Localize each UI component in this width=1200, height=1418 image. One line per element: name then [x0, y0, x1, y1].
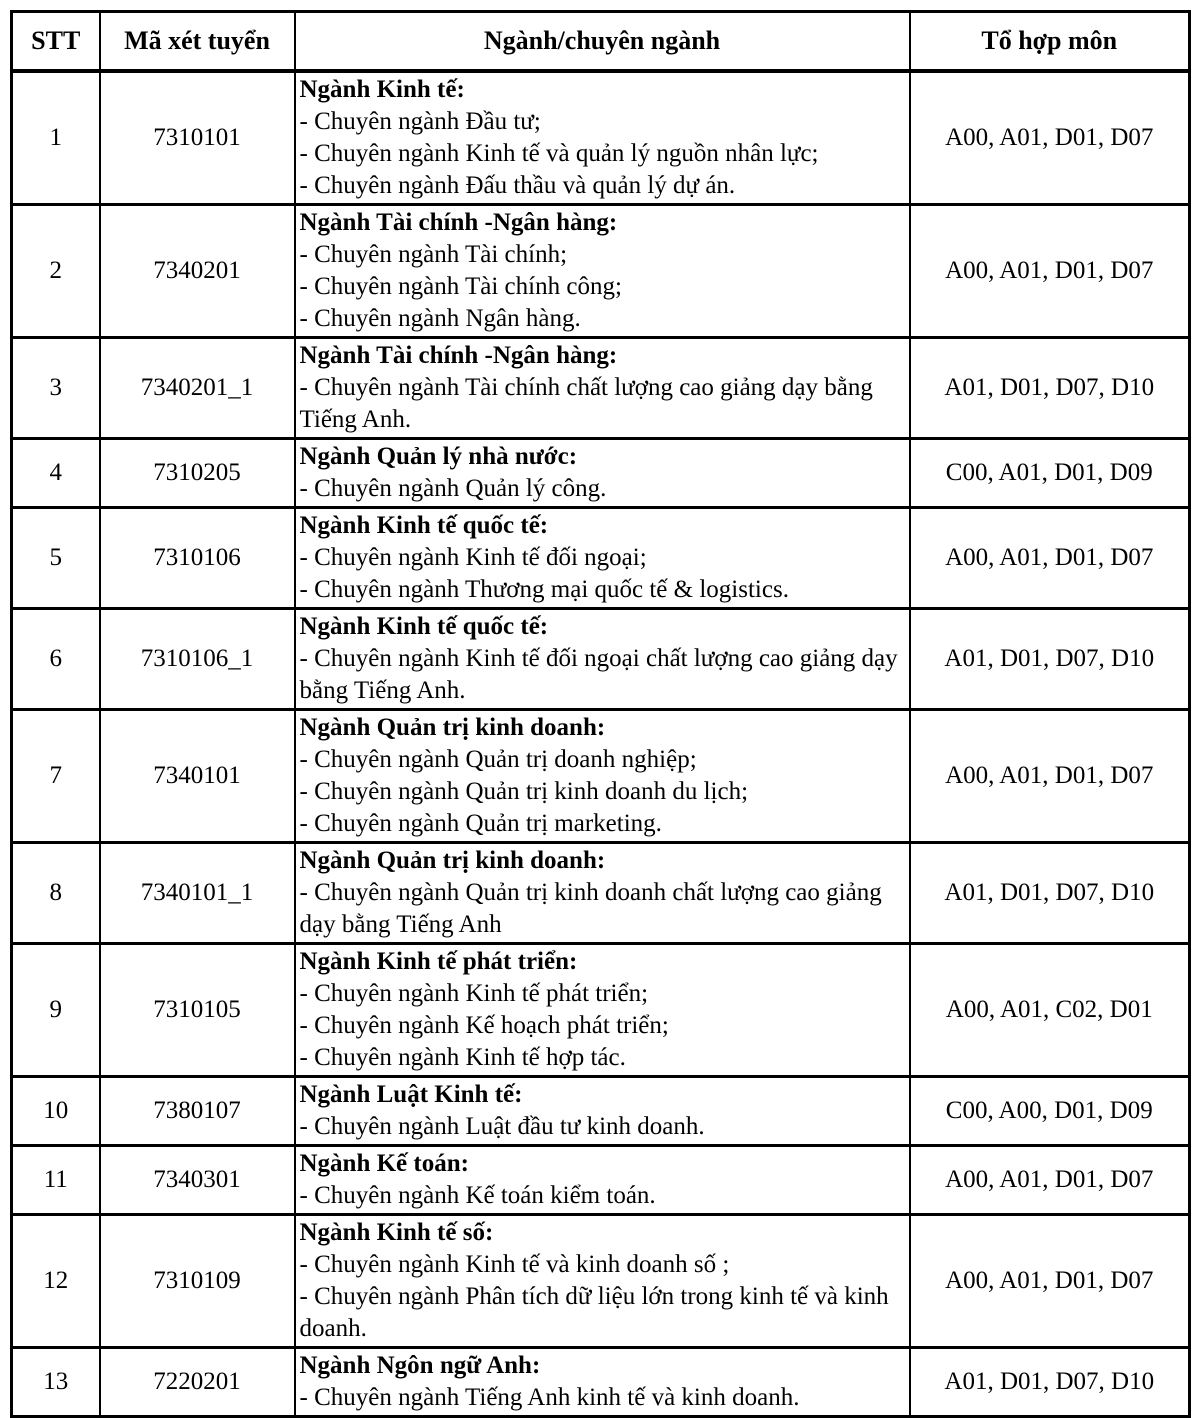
specialization-line: - Chuyên ngành Tài chính công;	[299, 273, 622, 300]
header-subjects: Tổ hợp môn	[910, 12, 1190, 72]
specialization-line: - Chuyên ngành Quản trị kinh doanh chất lượng cao giảng dạy bằng Tiếng Anh	[299, 879, 882, 938]
major-title: Ngành Kinh tế số:	[299, 1219, 494, 1246]
specialization-line: - Chuyên ngành Quản trị doanh nghiệp;	[299, 746, 697, 773]
row-subjects: A00, A01, D01, D07	[910, 710, 1190, 843]
row-code: 7310105	[100, 944, 295, 1077]
row-code: 7220201	[100, 1348, 295, 1417]
row-subjects: A00, A01, D01, D07	[910, 1215, 1190, 1348]
row-code: 7310106_1	[100, 609, 295, 710]
row-stt: 4	[12, 439, 100, 508]
row-major	[295, 609, 910, 710]
row-stt: 2	[12, 205, 100, 338]
row-subjects: A01, D01, D07, D10	[910, 338, 1190, 439]
specialization-line: - Chuyên ngành Kinh tế hợp tác.	[299, 1044, 626, 1071]
table-row	[12, 710, 1190, 843]
row-stt: 11	[12, 1146, 100, 1215]
specialization-line: - Chuyên ngành Luật đầu tư kinh doanh.	[299, 1113, 705, 1140]
row-subjects: A00, A01, D01, D07	[910, 205, 1190, 338]
row-major	[295, 71, 910, 205]
table-row	[12, 205, 1190, 338]
row-subjects: A01, D01, D07, D10	[910, 843, 1190, 944]
header-stt: STT	[12, 12, 100, 72]
specialization-line: - Chuyên ngành Phân tích dữ liệu lớn trong kinh tế và kinh doanh.	[299, 1283, 889, 1342]
row-major	[295, 1077, 910, 1146]
row-major	[295, 944, 910, 1077]
row-stt: 9	[12, 944, 100, 1077]
specialization-line: - Chuyên ngành Ngân hàng.	[299, 305, 581, 332]
table-row	[12, 1077, 1190, 1146]
row-major	[295, 1215, 910, 1348]
table-row	[12, 1215, 1190, 1348]
specialization-line: - Chuyên ngành Kế hoạch phát triển;	[299, 1012, 669, 1039]
header-row	[12, 12, 1190, 72]
specialization-line: - Chuyên ngành Kinh tế đối ngoại;	[299, 544, 647, 571]
row-subjects: A00, A01, D01, D07	[910, 1146, 1190, 1215]
row-code: 7340101	[100, 710, 295, 843]
row-major	[295, 843, 910, 944]
row-stt: 12	[12, 1215, 100, 1348]
row-major	[295, 338, 910, 439]
major-title: Ngành Kinh tế quốc tế:	[299, 512, 549, 539]
major-title: Ngành Kế toán:	[299, 1150, 469, 1177]
major-title: Ngành Ngôn ngữ Anh:	[299, 1352, 541, 1379]
table-row	[12, 338, 1190, 439]
major-title: Ngành Kinh tế quốc tế:	[299, 613, 549, 640]
major-title: Ngành Quản trị kinh doanh:	[299, 847, 606, 874]
specialization-line: - Chuyên ngành Tài chính chất lượng cao giảng dạy bằng Tiếng Anh.	[299, 374, 873, 433]
table-row	[12, 1348, 1190, 1417]
header-major: Ngành/chuyên ngành	[295, 12, 910, 72]
major-title: Ngành Quản lý nhà nước:	[299, 443, 578, 470]
row-subjects: A01, D01, D07, D10	[910, 1348, 1190, 1417]
specialization-line: - Chuyên ngành Tiếng Anh kinh tế và kinh doanh.	[299, 1384, 800, 1411]
row-stt: 7	[12, 710, 100, 843]
row-stt: 1	[12, 71, 100, 205]
row-major	[295, 1146, 910, 1215]
row-subjects: A00, A01, C02, D01	[910, 944, 1190, 1077]
row-stt: 5	[12, 508, 100, 609]
table-row	[12, 508, 1190, 609]
row-code: 7310109	[100, 1215, 295, 1348]
major-title: Ngành Kinh tế:	[299, 76, 465, 103]
major-title: Ngành Luật Kinh tế:	[299, 1081, 523, 1108]
row-subjects: C00, A01, D01, D09	[910, 439, 1190, 508]
admissions-table	[10, 10, 1191, 1418]
specialization-line: - Chuyên ngành Đấu thầu và quản lý dự án.	[299, 172, 736, 199]
major-title: Ngành Tài chính -Ngân hàng:	[299, 342, 618, 369]
specialization-line: - Chuyên ngành Kinh tế và quản lý nguồn nhân lực;	[299, 140, 819, 167]
row-code: 7340201_1	[100, 338, 295, 439]
row-subjects: C00, A00, D01, D09	[910, 1077, 1190, 1146]
row-stt: 8	[12, 843, 100, 944]
row-major	[295, 710, 910, 843]
table-body	[12, 71, 1190, 1417]
row-code: 7310101	[100, 71, 295, 205]
table-row	[12, 71, 1190, 205]
specialization-line: - Chuyên ngành Kế toán kiểm toán.	[299, 1182, 656, 1209]
major-title: Ngành Kinh tế phát triển:	[299, 948, 578, 975]
row-code: 7310205	[100, 439, 295, 508]
specialization-line: - Chuyên ngành Đầu tư;	[299, 108, 541, 135]
row-major	[295, 205, 910, 338]
row-code: 7380107	[100, 1077, 295, 1146]
specialization-line: - Chuyên ngành Quản trị kinh doanh du lịch;	[299, 778, 749, 805]
row-stt: 3	[12, 338, 100, 439]
row-major	[295, 508, 910, 609]
row-stt: 10	[12, 1077, 100, 1146]
table-row	[12, 609, 1190, 710]
row-major	[295, 1348, 910, 1417]
specialization-line: - Chuyên ngành Tài chính;	[299, 241, 568, 268]
row-subjects: A01, D01, D07, D10	[910, 609, 1190, 710]
table-row	[12, 944, 1190, 1077]
row-code: 7340301	[100, 1146, 295, 1215]
table-row	[12, 1146, 1190, 1215]
specialization-line: - Chuyên ngành Quản lý công.	[299, 475, 607, 502]
table-row	[12, 439, 1190, 508]
header-code: Mã xét tuyển	[100, 12, 295, 72]
specialization-line: - Chuyên ngành Kinh tế đối ngoại chất lượng cao giảng dạy bằng Tiếng Anh.	[299, 645, 898, 704]
specialization-line: - Chuyên ngành Kinh tế phát triển;	[299, 980, 649, 1007]
row-major	[295, 439, 910, 508]
major-title: Ngành Tài chính -Ngân hàng:	[299, 209, 618, 236]
specialization-line: - Chuyên ngành Thương mại quốc tế & logistics.	[299, 576, 789, 603]
row-code: 7310106	[100, 508, 295, 609]
row-subjects: A00, A01, D01, D07	[910, 71, 1190, 205]
row-code: 7340101_1	[100, 843, 295, 944]
row-code: 7340201	[100, 205, 295, 338]
table-row	[12, 843, 1190, 944]
row-stt: 13	[12, 1348, 100, 1417]
specialization-line: - Chuyên ngành Quản trị marketing.	[299, 810, 662, 837]
major-title: Ngành Quản trị kinh doanh:	[299, 714, 606, 741]
row-stt: 6	[12, 609, 100, 710]
row-subjects: A00, A01, D01, D07	[910, 508, 1190, 609]
specialization-line: - Chuyên ngành Kinh tế và kinh doanh số ;	[299, 1251, 730, 1278]
